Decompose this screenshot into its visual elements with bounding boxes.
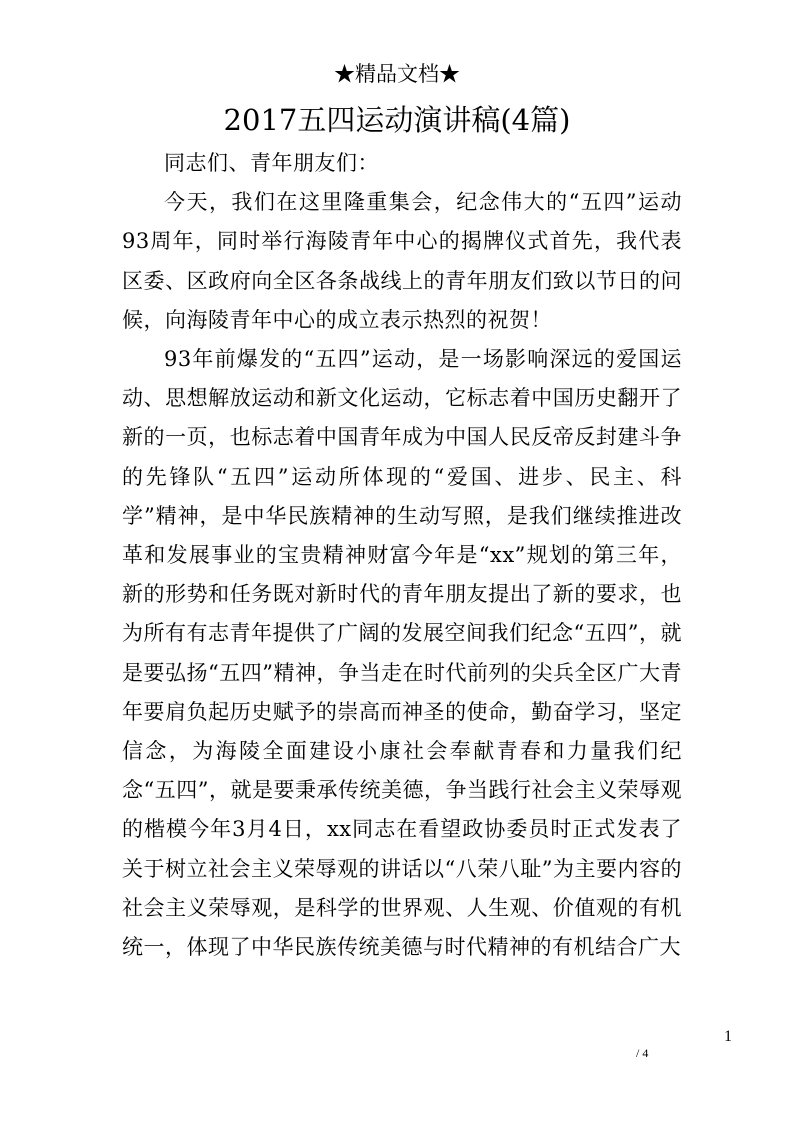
document-title: 2017五四运动演讲稿(4篇) [223, 103, 571, 137]
page-number: 1 [724, 1028, 732, 1045]
paragraph-history: 93年前爆发的“五四”运动，是一场影响深远的爱国运动、思想解放运动和新文化运动，它标志着中国历史翻开了新的一页，也标志着中国青年成为中国人民反帝反封建斗争的先锋队“五四”运动所体现的“爱国、进步、民主、科学”精神，是中华民族精神的生动写照，是我们继续推进改革和发展事业的宝贵精神财富今年是“xx”规划的第三年，新的形势和任务既对新时代的青年朋友提出了新的要求，也为所有有志青年提供了广阔的发展空间我们纪念“五四”，就是要弘扬“五四”精神，争当走在时代前列的尖兵全区广大青年要肩负起历史赋予的崇高而神圣的使命，勤奋学习，坚定信念，为海陵全面建设小康社会奉献青春和力量我们纪念“五四”，就是要秉承传统美德，争当践行社会主义荣辱观的楷模今年3月4日，xx同志在看望政协委员时正式发表了关于树立社会主义荣辱观的讲话以“八荣八耻”为主要内容的社会主义荣辱观，是科学的世界观、人生观、价值观的有机统一，体现了中华民族传统美德与时代精神的有机结合广大 [122, 347, 682, 960]
document-body [122, 144, 682, 967]
page-total: / 4 [636, 1046, 649, 1060]
paragraph-salutation: 同志们、青年朋友们： [164, 151, 379, 175]
header-mark: ★精品文档★ [334, 62, 460, 86]
paragraph-opening: 今天，我们在这里隆重集会，纪念伟大的“五四”运动93周年，同时举行海陵青年中心的揭牌仪式首先，我代表区委、区政府向全区各条战线上的青年朋友们致以节日的问候，向海陵青年中心的成立表示热烈的祝贺！ [122, 190, 682, 332]
